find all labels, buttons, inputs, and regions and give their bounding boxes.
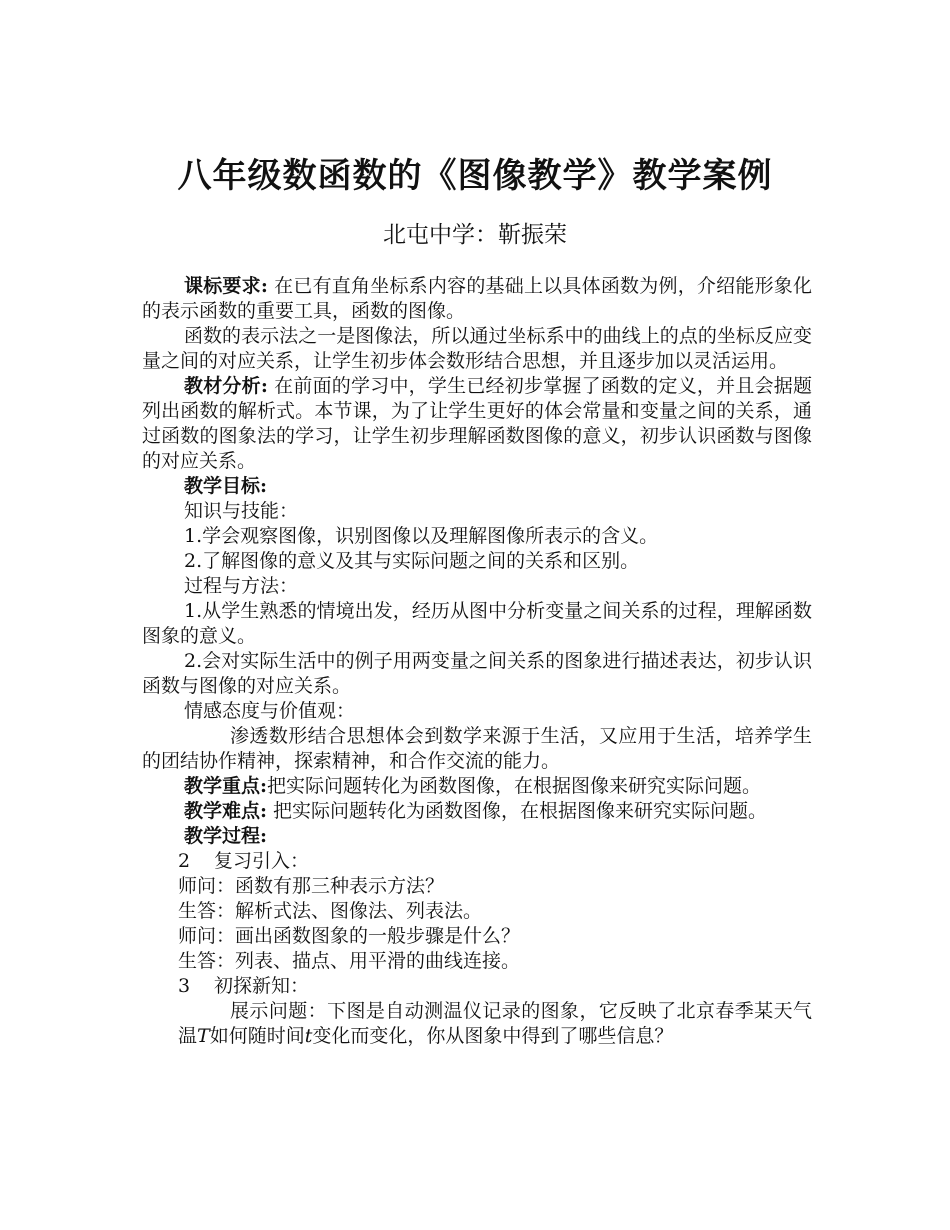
step-3-label: 初探新知：: [214, 975, 310, 997]
curriculum-label: 课标要求:: [184, 275, 268, 297]
attitude-paragraph: 渗透数形结合思想体会到数学来源于生活，又应用于生活，培养学生的团结协作精神，探索精神，和合作交流的能力。: [142, 725, 812, 772]
process-heading: 过程与方法：: [184, 575, 299, 597]
knowledge-item-1: 1.学会观察图像，识别图像以及理解图像所表示的含义。: [184, 525, 659, 547]
process-item-2: 2.会对实际生活中的例子用两变量之间关系的图象进行描述表达，初步认识函数与图像的对应关系。: [142, 650, 812, 697]
document-body: [142, 274, 812, 1049]
key-point-text: 把实际问题转化为函数图像，在根据图像来研究实际问题。: [267, 775, 762, 797]
problem-text-1: 展示问题：下图是自动测温仪记录的图象，它反映了北京春季某天气温: [178, 1000, 812, 1047]
curriculum-text: 在已有直角坐标系内容的基础上以具体函数为例，介绍能形象化的表示函数的重要工具，函数的图像。: [142, 275, 813, 322]
process-steps-heading: 教学过程:: [184, 825, 268, 847]
knowledge-heading: 知识与技能：: [184, 500, 299, 522]
step-2-label: 复习引入：: [214, 850, 310, 872]
key-point-paragraph: [142, 774, 812, 799]
key-point-label: 教学重点:: [184, 775, 268, 797]
difficulty-text: 把实际问题转化为函数图像，在根据图像来研究实际问题。: [267, 800, 768, 822]
attitude-heading: 情感态度与价值观：: [184, 700, 356, 722]
document-author: 北屯中学：靳振荣: [383, 222, 567, 248]
teacher-question-1: 师问：函数有那三种表示方法？: [178, 875, 445, 897]
variable-time: t: [304, 1025, 313, 1047]
step-3-heading: [142, 974, 812, 999]
student-answer-1: 生答：解析式法、图像法、列表法。: [178, 900, 483, 922]
process-item-1: 1.从学生熟悉的情境出发，经历从图中分析变量之间关系的过程，理解函数图象的意义。: [142, 600, 812, 647]
problem-text-2: 如何随时间: [209, 1025, 305, 1047]
difficulty-label: 教学难点:: [184, 800, 268, 822]
problem-text-3: 变化而变化，你从图象中得到了哪些信息？: [312, 1025, 674, 1047]
knowledge-item-2: 2.了解图像的意义及其与实际问题之间的关系和区别。: [184, 550, 640, 572]
step-3-number: 3: [178, 975, 191, 997]
goals-heading: 教学目标:: [184, 475, 268, 497]
step-2-heading: [142, 849, 812, 874]
difficulty-paragraph: [142, 799, 812, 824]
step-2-number: 2: [178, 850, 191, 872]
curriculum-paragraph: [142, 274, 812, 324]
student-answer-2: 生答：列表、描点、用平滑的曲线连接。: [178, 950, 521, 972]
analysis-label: 教材分析:: [184, 375, 268, 397]
representation-paragraph: 函数的表示法之一是图像法，所以通过坐标系中的曲线上的点的坐标反应变量之间的对应关系，让学生初步体会数形结合思想，并且逐步加以灵活运用。: [142, 325, 812, 372]
variable-temperature: T: [197, 1025, 210, 1047]
analysis-text: 在前面的学习中，学生已经初步掌握了函数的定义，并且会据题列出函数的解析式。本节课，为了让学生更好的体会常量和变量之间的关系，通过函数的图象法的学习，让学生初步理解函数图像的意义，初步认识函数与图像的对应关系。: [142, 375, 813, 472]
problem-paragraph: [142, 999, 812, 1049]
document-title: 八年级数函数的《图像教学》教学案例: [177, 156, 773, 196]
teacher-question-2: 师问：画出函数图象的一般步骤是什么？: [178, 925, 521, 947]
analysis-paragraph: [142, 374, 812, 474]
